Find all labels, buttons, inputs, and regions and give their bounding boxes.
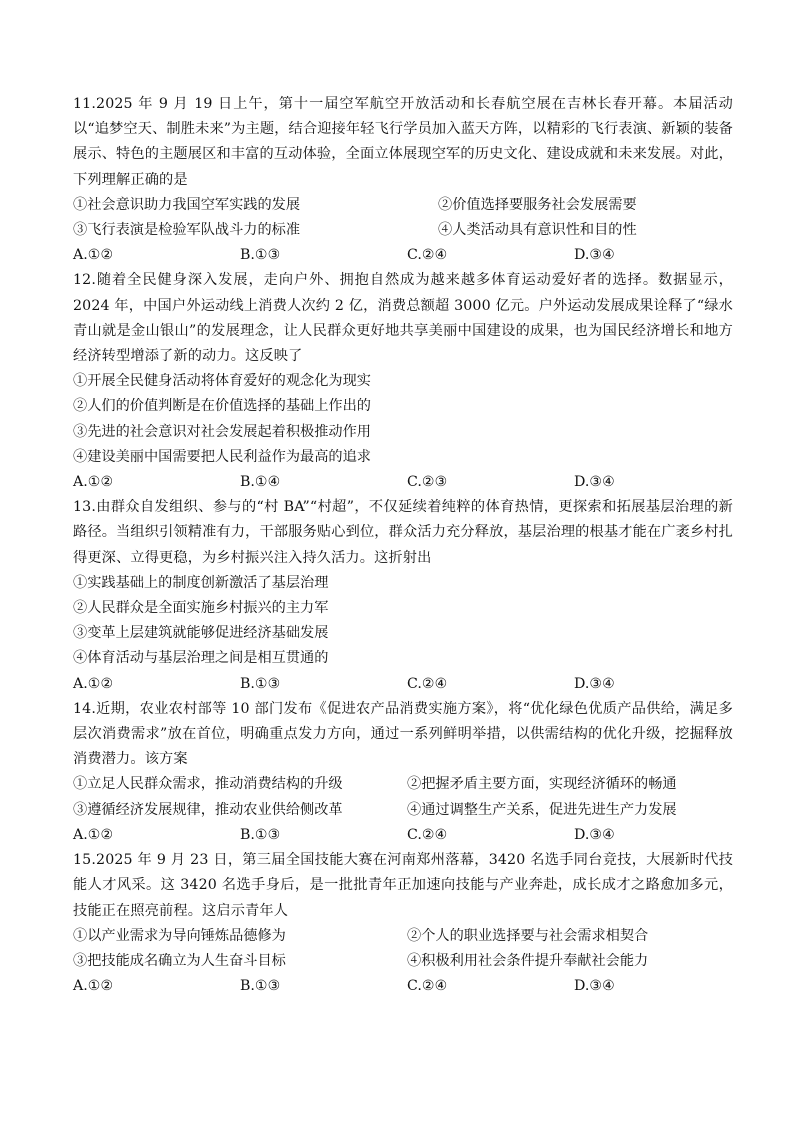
answer-c: C.②④ xyxy=(407,247,448,264)
answer-b: B.①④ xyxy=(240,474,281,491)
option-1: ①实践基础上的制度创新激活了基层治理 xyxy=(73,574,329,591)
answer-choices xyxy=(73,823,733,848)
question-stem: 15.2025 年 9 月 23 日，第三届全国技能大赛在河南郑州落幕，3420 名选手同台竞技，大展新时代技能人才风采。这 3420 名选手身后，是一批批青年正加速向技能与产业奔赴，成长成才之路愈加多元，技能正在照亮前程。这启示青年人 xyxy=(73,852,733,919)
option-3: ③变革上层建筑就能够促进经济基础发展 xyxy=(73,625,329,642)
question-13 xyxy=(73,495,733,697)
option-2: ②个人的职业选择要与社会需求相契合 xyxy=(407,927,649,944)
question-stem: 14.近期，农业农村部等 10 部门发布《促进农产品消费实施方案》，将“优化绿色优质产品供给，满足多层次消费需求”放在首位，明确重点发力方向，通过一系列鲜明举措，以供需结构的优化升级，挖掘释放消费潜力。该方案 xyxy=(73,700,733,768)
question-15 xyxy=(73,848,733,999)
option-2: ②价值选择要服务社会发展需要 xyxy=(438,196,637,213)
option-1: ①以产业需求为导向锤炼品德修为 xyxy=(73,927,286,944)
answer-b: B.①③ xyxy=(240,247,281,264)
exam-page xyxy=(73,92,733,999)
option-3: ③遵循经济发展规律，推动农业供给侧改革 xyxy=(73,801,343,818)
option-3: ③把技能成名确立为人生奋斗目标 xyxy=(73,952,286,969)
answer-d: D.③④ xyxy=(574,474,615,491)
answer-b: B.①③ xyxy=(240,978,281,995)
option-4: ④积极利用社会条件提升奉献社会能力 xyxy=(407,952,649,969)
option-2: ②人民群众是全面实施乡村振兴的主力军 xyxy=(73,600,329,617)
answer-d: D.③④ xyxy=(574,247,615,264)
question-14 xyxy=(73,697,733,848)
answer-choices xyxy=(73,672,733,697)
option-row xyxy=(73,924,733,949)
answer-a: A.①② xyxy=(73,247,114,264)
question-stem: 12.随着全民健身深入发展，走向户外、拥抱自然成为越来越多体育运动爱好者的选择。数据显示，2024 年，中国户外运动线上消费人次约 2 亿，消费总额超 3000 亿元。户外运动发展成果诠释了“绿水青山就是金山银山”的发展理念，让人民群众更好地共享美丽中国建设的成果，也为国民经济增长和地方经济转型增添了新的动力。这反映了 xyxy=(73,272,733,365)
question-11 xyxy=(73,92,733,268)
option-4: ④体育活动与基层治理之间是相互贯通的 xyxy=(73,650,329,667)
option-4: ④建设美丽中国需要把人民利益作为最高的追求 xyxy=(73,448,371,465)
option-3: ③飞行表演是检验军队战斗力的标准 xyxy=(73,222,301,239)
answer-a: A.①② xyxy=(73,978,114,995)
answer-c: C.②③ xyxy=(407,474,448,491)
answer-a: A.①② xyxy=(73,675,114,692)
option-1: ①开展全民健身活动将体育爱好的观念化为现实 xyxy=(73,373,371,390)
option-4: ④人类活动具有意识性和目的性 xyxy=(438,222,637,239)
option-2: ②把握矛盾主要方面，实现经济循环的畅通 xyxy=(407,776,677,793)
option-1: ①立足人民群众需求，推动消费结构的升级 xyxy=(73,776,343,793)
question-stem: 11.2025 年 9 月 19 日上午，第十一届空军航空开放活动和长春航空展在吉林长春开幕。本届活动以“追梦空天、制胜未来”为主题，结合迎接年轻飞行学员加入蓝天方阵，以精彩的飞行表演、新颖的装备展示、特色的主题展区和丰富的互动体验，全面立体展现空军的历史文化、建设成就和未来发展。对此，下列理解正确的是 xyxy=(73,96,733,188)
question-stem: 13.由群众自发组织、参与的“村 BA”“村超”，不仅延续着纯粹的体育热情，更探索和拓展基层治理的新路径。当组织引领精准有力，干部服务贴心到位，群众活力充分释放，基层治理的根基才能在广袤乡村扎得更深、立得更稳，为乡村振兴注入持久活力。这折射出 xyxy=(73,499,733,566)
answer-a: A.①② xyxy=(73,826,114,843)
answer-b: B.①③ xyxy=(240,675,281,692)
answer-a: A.①② xyxy=(73,474,114,491)
option-row xyxy=(73,949,733,974)
option-row xyxy=(73,193,733,218)
answer-c: C.②④ xyxy=(407,675,448,692)
option-3: ③先进的社会意识对社会发展起着积极推动作用 xyxy=(73,423,371,440)
answer-b: B.①③ xyxy=(240,826,281,843)
option-row xyxy=(73,218,733,243)
answer-choices-with-option xyxy=(73,445,733,470)
answer-d: D.③④ xyxy=(574,978,615,995)
answer-d: D.③④ xyxy=(574,826,615,843)
answer-choices xyxy=(73,470,733,495)
option-2: ②人们的价值判断是在价值选择的基础上作出的 xyxy=(73,398,371,415)
option-1: ①社会意识助力我国空军实践的发展 xyxy=(73,196,301,213)
answer-choices xyxy=(73,974,733,999)
answer-c: C.②④ xyxy=(407,978,448,995)
option-row xyxy=(73,798,733,823)
answer-c: C.②④ xyxy=(407,826,448,843)
question-12 xyxy=(73,268,733,495)
answer-choices xyxy=(73,243,733,268)
option-4: ④通过调整生产关系，促进先进生产力发展 xyxy=(407,801,677,818)
answer-d: D.③④ xyxy=(574,675,615,692)
option-row xyxy=(73,772,733,797)
